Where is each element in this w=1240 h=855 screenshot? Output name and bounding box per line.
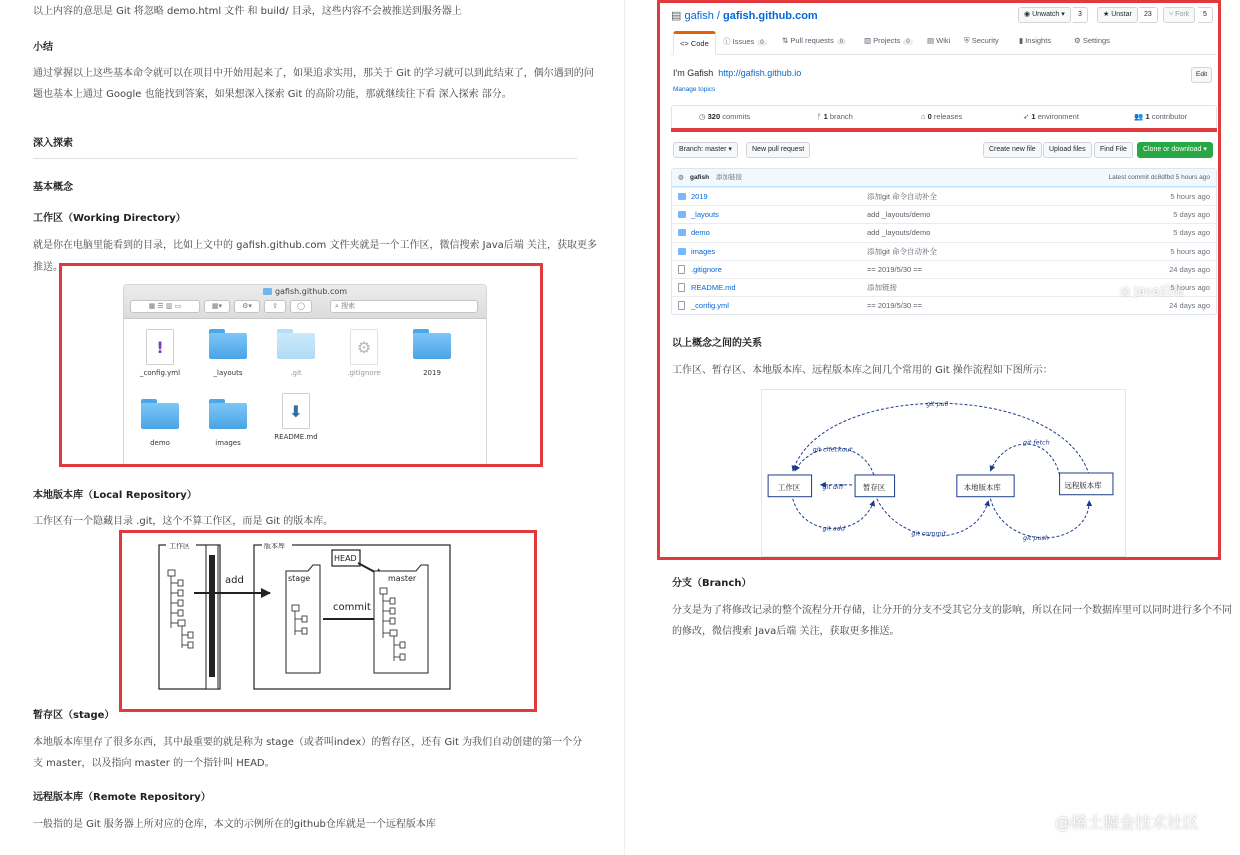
stage-line-2: 支 master，以及指向 master 的一个指针叫 HEAD。 — [33, 758, 275, 769]
share-icon[interactable]: ⇧ — [264, 300, 286, 313]
homepage-link[interactable]: http://gafish.github.io — [718, 68, 802, 78]
repo-title: ▤ gafish / gafish.github.com — [671, 10, 818, 22]
tab-projects[interactable]: ▥ Projects 0 — [864, 36, 913, 45]
heading-deep-explore: 深入探索 — [33, 138, 73, 149]
yaml-file-icon: ! — [146, 329, 174, 365]
file-row[interactable]: demo add _layouts/demo 5 days ago — [672, 223, 1216, 241]
label-git-checkout: git checkout — [812, 445, 853, 454]
stat-releases[interactable]: ⌂ 0 releases — [921, 112, 963, 121]
finder-item-2019[interactable]: 2019 — [400, 329, 464, 377]
gear-file-icon: ⚙ — [350, 329, 378, 365]
java-watermark: ◎ Java后端 — [1120, 284, 1184, 298]
heading-relationship: 以上概念之间的关系 — [672, 338, 762, 349]
stage-label: stage — [288, 574, 311, 583]
site-watermark: @稀土掘金技术社区 — [1055, 813, 1200, 832]
repo-description: I'm Gafish http://gafish.github.io — [673, 68, 802, 78]
node-remote-repo-label: 远程版本库 — [1064, 480, 1102, 490]
arrange-button[interactable]: ▦▾ — [204, 300, 230, 313]
stat-environment[interactable]: ➶ 1 environment — [1023, 112, 1079, 121]
graph-icon: ▮ — [1019, 36, 1026, 45]
fork-count[interactable]: 5 — [1198, 7, 1213, 23]
relationship-line: 工作区、暂存区、本地版本库、远程版本库之间几个常用的 Git 操作流程如下图所示： — [672, 365, 1053, 376]
branch-line-1: 分支是为了将修改记录的整个流程分开存储，让分开的分支不受其它分支的影响，所以在同一个数据库里可以同时进行多个不同 — [672, 605, 1232, 616]
heading-local-repository: 本地版本库（Local Repository） — [33, 490, 197, 501]
tag-icon[interactable]: ◯ — [290, 300, 312, 313]
highlight-box-diagram — [119, 530, 537, 712]
shield-icon: ⛨ — [964, 36, 972, 45]
wd-line-2: 推送。 — [33, 262, 63, 273]
node-workspace-label: 工作区 — [777, 482, 801, 492]
label-git-commit: git commit — [911, 529, 946, 538]
search-icon: ⌕ — [335, 302, 342, 310]
add-label: add — [225, 575, 244, 586]
repo-label: 版本库 — [264, 543, 285, 550]
commit-label: commit — [333, 602, 371, 613]
pr-icon: ⇅ — [782, 36, 791, 45]
heading-working-directory: 工作区（Working Directory） — [33, 213, 186, 224]
highlight-box-finder — [59, 263, 543, 467]
repo-owner-link[interactable]: gafish — [684, 10, 714, 22]
head-label: HEAD — [334, 554, 357, 563]
finder-item-images[interactable]: images — [196, 399, 260, 447]
file-row[interactable]: _config.yml == 2019/5/30 == 24 days ago — [672, 296, 1216, 314]
finder-item-readme[interactable]: ⬇ README.md — [264, 393, 328, 441]
star-icon: ★ — [1103, 11, 1112, 18]
stat-commits[interactable]: ◷ 320 commits — [699, 112, 751, 121]
project-icon: ▥ — [864, 36, 874, 45]
finder-title: gafish.github.com — [124, 287, 486, 296]
find-file-button[interactable]: Find File — [1094, 142, 1133, 158]
unwatch-button[interactable]: ◉ Unwatch ▾ — [1018, 7, 1071, 23]
file-row[interactable]: images 添加git 命令自动补全 5 hours ago — [672, 242, 1216, 260]
finder-item-gitignore[interactable]: ⚙ .gitignore — [332, 329, 396, 377]
heading-basic-concepts: 基本概念 — [33, 182, 73, 193]
stage-line-1: 本地版本库里存了很多东西，其中最重要的就是称为 stage（或者叫index）的暂存区，还有 Git 为我们自动创建的第一个分 — [33, 737, 583, 748]
tab-pull-requests[interactable]: ⇅ Pull requests 0 — [782, 36, 846, 45]
finder-item-git[interactable]: .git — [264, 329, 328, 377]
tab-code[interactable]: <> Code — [673, 31, 716, 55]
clone-download-button[interactable]: Clone or download ▾ — [1137, 142, 1213, 158]
tab-insights[interactable]: ▮ Insights — [1019, 36, 1052, 45]
label-git-push: git push — [1023, 534, 1049, 543]
latest-commit-info[interactable]: Latest commit dc8dfbd 5 hours ago — [1108, 174, 1210, 181]
rocket-icon: ➶ — [1023, 112, 1032, 121]
edit-button[interactable]: Edit — [1191, 67, 1212, 83]
manage-topics-link[interactable]: Manage topics — [673, 86, 716, 93]
file-row[interactable]: _layouts add _layouts/demo 5 days ago — [672, 205, 1216, 223]
heading-branch: 分支（Branch） — [672, 578, 752, 589]
label-git-add: git add — [822, 524, 845, 533]
node-local-repo-label: 本地版本库 — [963, 482, 1001, 492]
wechat-icon: ◎ — [1120, 284, 1135, 298]
markdown-file-icon: ⬇ — [282, 393, 310, 429]
finder-item-demo[interactable]: demo — [128, 399, 192, 447]
master-label: master — [388, 574, 417, 583]
issue-icon: ⓘ — [723, 37, 733, 46]
commit-message[interactable]: 添加链接 — [716, 174, 742, 181]
history-icon: ◷ — [699, 112, 708, 121]
finder-item-layouts[interactable]: _layouts — [196, 329, 260, 377]
new-pull-request-button[interactable]: New pull request — [746, 142, 810, 158]
summary-line-1: 通过掌握以上这些基本命令就可以在项目中开始用起来了，如果追求实用，那关于 Git 的学习就可以到此结束了，偶尔遇到的问 — [33, 68, 594, 79]
wiki-icon: ▤ — [927, 36, 937, 45]
people-icon: 👥 — [1134, 112, 1146, 121]
fork-button[interactable]: ⑂ Fork — [1163, 7, 1195, 23]
file-row[interactable]: README.md 添加链接 5 hours ago — [672, 278, 1216, 296]
paragraph-ignore-note: 以上内容的意思是 Git 将忽略 demo.html 文件 和 build/ 目录，这些内容不会被推送到服务器上 — [33, 6, 462, 17]
heading-remote-repository: 远程版本库（Remote Repository） — [33, 792, 211, 803]
eye-icon: ◉ — [1024, 11, 1033, 18]
unstar-button[interactable]: ★ Unstar — [1097, 7, 1138, 23]
commit-author[interactable]: gafish — [690, 174, 710, 181]
page-divider — [624, 0, 625, 855]
view-mode-buttons[interactable]: ▦ ☰ ▥ ▭ — [130, 300, 200, 313]
label-git-fetch: git fetch — [1023, 438, 1050, 447]
create-file-button[interactable]: Create new file — [983, 142, 1042, 158]
avatar: ◍ — [678, 174, 684, 181]
star-count[interactable]: 23 — [1139, 7, 1158, 23]
label-git-pull: git pull — [926, 399, 949, 408]
summary-line-2: 题也基本上通过 Google 也能找到答案，如果想深入探索 Git 的高阶功能，那就继续往下看 深入探索 部分。 — [33, 89, 512, 100]
branch-line-2: 的修改，微信搜索 Java后端 关注，获取更多推送。 — [672, 626, 900, 637]
label-git-diff: git diff — [822, 482, 844, 491]
remote-line: 一般指的是 Git 服务器上所对应的仓库，本文的示例所在的github仓库就是一个远程版本库 — [33, 819, 436, 830]
divider-line — [33, 158, 577, 159]
stat-contributor[interactable]: 👥 1 contributor — [1134, 112, 1188, 121]
tab-security[interactable]: ⛨ Security — [964, 36, 999, 45]
local-line: 工作区有一个隐藏目录 .git，这个不算工作区，而是 Git 的版本库。 — [33, 516, 334, 527]
heading-summary: 小结 — [33, 42, 53, 53]
fork-icon: ⑂ — [1169, 11, 1176, 18]
search-input[interactable]: ⌕ 搜索 — [330, 300, 478, 313]
book-icon: ▤ — [671, 10, 685, 22]
wd-line-1: 就是你在电脑里能看到的目录，比如上文中的 gafish.github.com 文件夹就是一个工作区，微信搜索 Java后端 关注，获取更多 — [33, 240, 597, 251]
file-row[interactable]: 2019 添加git 命令自动补全 5 hours ago — [672, 187, 1216, 205]
gear-icon: ⚙ — [1074, 36, 1083, 45]
gear-icon[interactable]: ⚙▾ — [234, 300, 260, 313]
node-stage-label: 暂存区 — [862, 482, 886, 492]
tab-wiki[interactable]: ▤ Wiki — [927, 36, 951, 45]
code-icon: <> — [680, 39, 691, 48]
heading-stage: 暂存区（stage） — [33, 710, 115, 721]
tab-issues[interactable]: ⓘ Issues 0 — [723, 36, 767, 47]
watch-count[interactable]: 3 — [1073, 7, 1088, 23]
highlight-box-github — [657, 0, 1221, 560]
stat-branch[interactable]: ᚠ 1 branch — [817, 112, 853, 121]
file-row[interactable]: .gitignore == 2019/5/30 == 24 days ago — [672, 260, 1216, 278]
tab-settings[interactable]: ⚙ Settings — [1074, 36, 1110, 45]
tag-icon: ⌂ — [921, 112, 928, 121]
workspace-label: 工作区 — [169, 543, 190, 550]
branch-select[interactable]: Branch: master ▾ — [673, 142, 738, 158]
repo-name-link[interactable]: gafish.github.com — [722, 10, 818, 22]
branch-icon: ᚠ — [817, 112, 824, 121]
upload-files-button[interactable]: Upload files — [1043, 142, 1092, 158]
finder-item-config[interactable]: ! _config.yml — [128, 329, 192, 377]
